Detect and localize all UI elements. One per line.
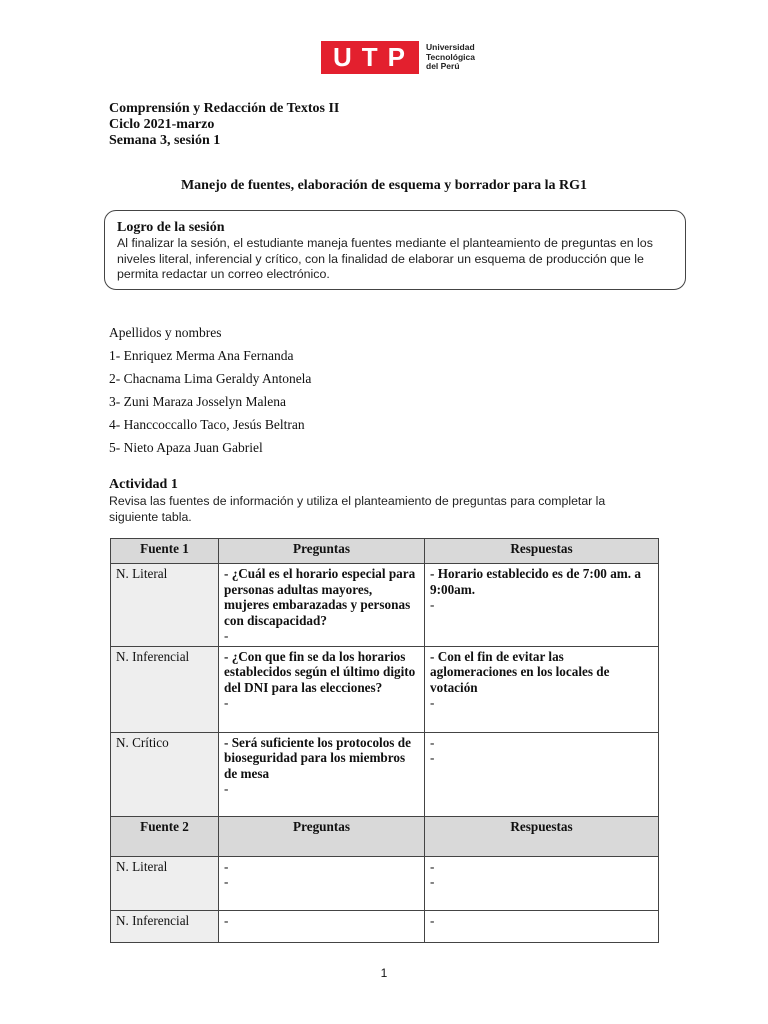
sources-table (110, 538, 659, 943)
student-item: 4- Hanccoccallo Taco, Jesús Beltran (109, 417, 305, 432)
table-row (111, 646, 659, 732)
utp-logo-mark: UTP (321, 41, 419, 74)
level-cell: N. Inferencial (111, 646, 219, 732)
questions-header: Preguntas (219, 816, 425, 856)
session-goal-box (104, 210, 686, 290)
students-label: Apellidos y nombres (109, 325, 222, 340)
table-header-row (111, 539, 659, 564)
session-goal-text: Al finalizar la sesión, el estudiante maneja fuentes mediante el planteamiento de preguntas en los niveles literal, inferencial y crítico, con la finalidad de elaborar un esquema de producción que le permita redactar un correo electrónico. (117, 236, 653, 281)
utp-logo (321, 41, 475, 74)
question-cell: - - (219, 856, 425, 910)
table-header-row (111, 816, 659, 856)
document-title: Manejo de fuentes, elaboración de esquema y borrador para la RG1 (180, 178, 588, 193)
document-header (109, 101, 339, 149)
page-number: 1 (380, 966, 388, 980)
student-item: 1- Enriquez Merma Ana Fernanda (109, 348, 294, 363)
question-cell: - (219, 910, 425, 942)
answer-cell: - Con el fin de evitar las aglomeraciones en los locales de votación - (425, 646, 659, 732)
answers-header: Respuestas (425, 539, 659, 564)
table-row (111, 564, 659, 647)
student-item: 5- Nieto Apaza Juan Gabriel (109, 440, 263, 455)
answer-cell: - (425, 910, 659, 942)
students-list (109, 325, 311, 463)
level-cell: N. Literal (111, 564, 219, 647)
source-2-header: Fuente 2 (111, 816, 219, 856)
source-1-header: Fuente 1 (111, 539, 219, 564)
question-cell: - ¿Con que fin se da los horarios establecidos según el último digito del DNI para las elecciones? - (219, 646, 425, 732)
activity-section (109, 477, 654, 525)
course-name: Comprensión y Redacción de Textos II (109, 101, 340, 116)
level-cell: N. Crítico (111, 732, 219, 816)
level-cell: N. Literal (111, 856, 219, 910)
question-cell: - Será suficiente los protocolos de bioseguridad para los miembros de mesa - (219, 732, 425, 816)
utp-logo-text: Universidad Tecnológica del Perú (426, 42, 475, 72)
activity-title: Actividad 1 (109, 477, 178, 492)
answer-cell: - Horario establecido es de 7:00 am. a 9:00am. - (425, 564, 659, 647)
cycle: Ciclo 2021-marzo (109, 117, 215, 132)
week-session: Semana 3, sesión 1 (109, 133, 221, 148)
table-row (111, 856, 659, 910)
questions-header: Preguntas (219, 539, 425, 564)
student-item: 2- Chacnama Lima Geraldy Antonela (109, 371, 312, 386)
session-goal-heading: Logro de la sesión (117, 220, 225, 235)
table-row (111, 910, 659, 942)
answers-header: Respuestas (425, 816, 659, 856)
answer-cell: - - (425, 732, 659, 816)
answer-cell: - - (425, 856, 659, 910)
level-cell: N. Inferencial (111, 910, 219, 942)
table-row (111, 732, 659, 816)
question-cell: - ¿Cuál es el horario especial para personas adultas mayores, mujeres embarazadas y personas con discapacidad? - (219, 564, 425, 647)
student-item: 3- Zuni Maraza Josselyn Malena (109, 394, 286, 409)
activity-instructions: Revisa las fuentes de información y utiliza el planteamiento de preguntas para completar la siguiente tabla. (109, 494, 606, 524)
